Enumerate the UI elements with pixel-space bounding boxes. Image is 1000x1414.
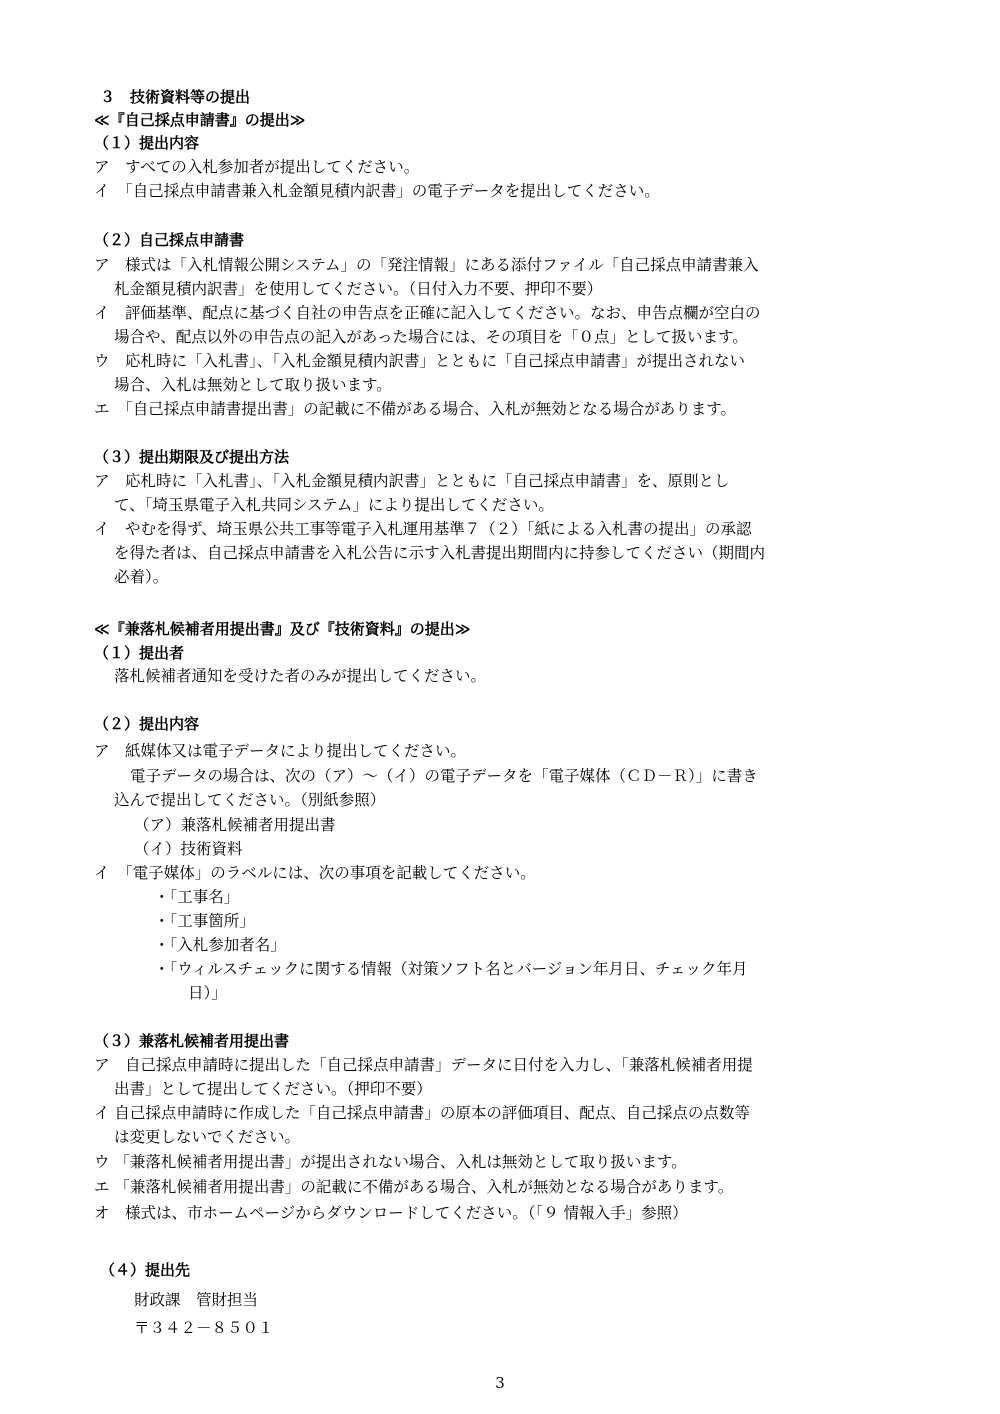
text-line: （イ）技術資料: [134, 840, 243, 858]
text-line: 札金額見積内訳書」を使用してください。（日付入力不要、押印不要）: [114, 280, 603, 298]
text-line: 電子データの場合は、次の（ア）～（イ）の電子データを「電子媒体（ＣＤ－Ｒ）」に書き: [130, 767, 758, 785]
text-line: イ 「電子媒体」のラベルには、次の事項を記載してください。: [94, 864, 536, 882]
text-line: ・「入札参加者名」: [154, 936, 286, 954]
text-line: エ 「兼落札候補者用提出書」の記載に不備がある場合、入札が無効となる場合があります。: [94, 1178, 734, 1196]
text-line: 場合、入札は無効として取り扱います。: [114, 376, 392, 394]
text-line: イ やむを得ず、埼玉県公共工事等電子入札運用基準７（２）「紙による入札書の提出」の承認: [94, 520, 752, 538]
text-line: ア 様式は「入札情報公開システム」の「発注情報」にある添付ファイル「自己採点申請書兼入: [94, 256, 759, 274]
text-line: 財政課 管財担当: [134, 1291, 259, 1309]
text-line: ア 自己採点申請時に提出した「自己採点申請書」データに日付を入力し、「兼落札候補者用提: [94, 1056, 753, 1074]
part2-s4-heading: （４）提出先: [100, 1261, 191, 1279]
part1-s2-heading: （２）自己採点申請書: [94, 231, 245, 249]
text-line: ・「ウィルスチェックに関する情報（対策ソフト名とバージョン年月日、チェック年月: [154, 960, 748, 978]
text-line: は変更しないでください。: [114, 1128, 301, 1146]
text-line: （ア）兼落札候補者用提出書: [134, 816, 336, 834]
text-line: 日）」: [188, 984, 227, 1002]
text-line: ア 応札時に「入札書」、「入札金額見積内訳書」とともに「自己採点申請書」を、原則とし: [94, 472, 730, 490]
text-line: 出書」として提出してください。（押印不要）: [114, 1080, 432, 1098]
text-line: 込んで提出してください。（別紙参照）: [114, 791, 386, 809]
text-line: を得た者は、自己採点申請書を入札公告に示す入札書提出期間内に持参してください（期間内: [114, 544, 766, 562]
part1-heading: ≪『自己採点申請書』の提出≫: [94, 111, 306, 129]
part2-s3-heading: （３）兼落札候補者用提出書: [94, 1032, 290, 1050]
text-line: エ 「自己採点申請書提出書」の記載に不備がある場合、入札が無効となる場合があります。: [94, 400, 737, 418]
text-line: 〒３４２－８５０１: [134, 1319, 274, 1337]
part2-s2-heading: （２）提出内容: [94, 715, 200, 733]
text-line: ウ 応札時に「入札書」、「入札金額見積内訳書」とともに「自己採点申請書」が提出されない: [94, 352, 746, 370]
text-line: 落札候補者通知を受けた者のみが提出してください。: [114, 667, 487, 685]
part2-s1-heading: （１）提出者: [94, 644, 185, 662]
text-line: ア すべての入札参加者が提出してください。: [94, 158, 420, 176]
page-number: 3: [495, 1374, 505, 1392]
text-line: ・「工事名」: [154, 888, 240, 906]
text-line: て、「埼玉県電子入札共同システム」により提出してください。: [114, 496, 554, 514]
part1-s1-heading: （１）提出内容: [94, 134, 200, 152]
text-line: オ 様式は、市ホームページからダウンロードしてください。（「９ 情報入手」参照）: [94, 1204, 688, 1222]
text-line: ウ 「兼落札候補者用提出書」が提出されない場合、入札は無効として取り扱います。: [94, 1153, 687, 1171]
part2-heading: ≪『兼落札候補者用提出書』及び『技術資料』の提出≫: [94, 620, 471, 638]
text-line: ・「工事箇所」: [154, 912, 255, 930]
part1-s3-heading: （３）提出期限及び提出方法: [94, 448, 290, 466]
text-line: ア 紙媒体又は電子データにより提出してください。: [94, 742, 467, 760]
section-title: ３ 技術資料等の提出: [100, 88, 251, 106]
text-line: イ 評価基準、配点に基づく自社の申告点を正確に記入してください。なお、申告点欄が空白の: [94, 304, 761, 322]
text-line: 場合や、配点以外の申告点の記入があった場合には、その項目を「０点」として扱います。: [114, 328, 748, 346]
text-line: 必着）。: [114, 568, 169, 586]
text-line: イ 自己採点申請時に作成した「自己採点申請書」の原本の評価項目、配点、自己採点の点数等: [94, 1104, 750, 1122]
text-line: イ 「自己採点申請書兼入札金額見積内訳書」の電子データを提出してください。: [94, 182, 660, 200]
